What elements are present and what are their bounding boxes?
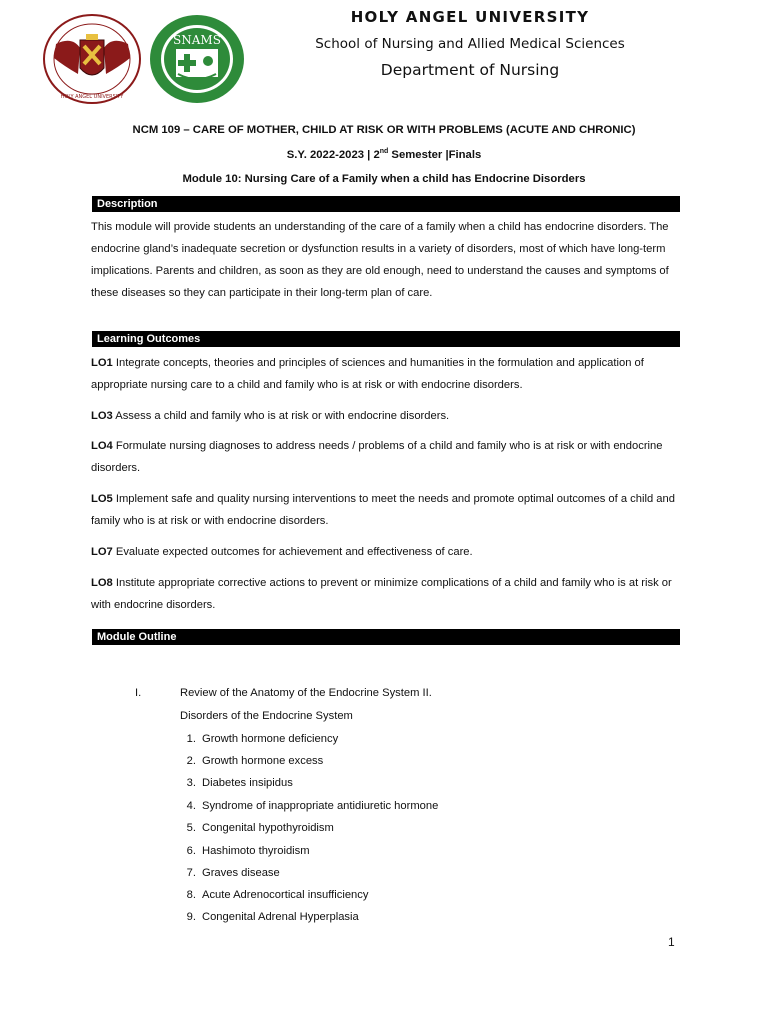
lo-text: Implement safe and quality nursing interventions to meet the needs and promote optimal outcomes of a child and family who is at risk or with endocrine disorders. (91, 493, 675, 527)
outline-line-2: Disorders of the Endocrine System (180, 710, 353, 722)
lo-text: Institute appropriate corrective actions to prevent or minimize complications of a child and family who is at risk or with endocrine disorders. (91, 577, 672, 611)
school-year-suffix: Semester |Finals (388, 148, 482, 161)
lo-code: LO8 (91, 577, 113, 589)
lo-text: Formulate nursing diagnoses to address needs / problems of a child and family who is at risk or with endocrine disorders. (91, 440, 663, 474)
semester-ordinal: nd (379, 148, 389, 155)
outline-line-1: Review of the Anatomy of the Endocrine System II. (180, 687, 432, 699)
learning-outcome-lo3 (91, 405, 691, 427)
learning-outcome-lo5 (91, 488, 691, 532)
hau-seal-logo (42, 14, 142, 104)
lo-text: Integrate concepts, theories and principles of sciences and humanities in the formulation and application of appropriate nursing care to a child and family who is at risk or with endocrine disorders. (91, 357, 644, 391)
svg-text:SNAMS: SNAMS (173, 33, 221, 47)
list-item: Growth hormone excess (202, 755, 324, 767)
page-number: 1 (668, 935, 675, 949)
school-year-line (40, 148, 728, 161)
list-item-number: 5. (186, 822, 196, 834)
list-item: Graves disease (202, 867, 280, 879)
list-item-number: 9. (186, 911, 196, 923)
lo-text: Assess a child and family who is at risk or with endocrine disorders. (112, 410, 450, 422)
list-item-number: 3. (186, 777, 196, 789)
lo-code: LO4 (91, 440, 113, 452)
list-item: Growth hormone deficiency (202, 733, 339, 745)
course-title: NCM 109 – CARE OF MOTHER, CHILD AT RISK OR WITH PROBLEMS (ACUTE AND CHRONIC) (132, 124, 636, 136)
list-item: Hashimoto thyroidism (202, 845, 310, 857)
list-item-number: 2. (186, 755, 196, 767)
lo-code: LO3 (91, 410, 113, 422)
department-name: Department of Nursing (380, 61, 560, 79)
description-heading: Description (92, 196, 680, 212)
list-item-number: 1. (186, 733, 196, 745)
list-item-number: 4. (186, 800, 196, 812)
learning-outcome-lo1 (91, 352, 691, 396)
svg-text:HOLY ANGEL UNIVERSITY: HOLY ANGEL UNIVERSITY (60, 94, 124, 100)
description-text: This module will provide students an understanding of the care of a family when a child has endocrine disorders. The endocrine gland’s inadequate secretion or dysfunction results in a variety of disorders, most of which have long-term implications. Parents and children, as soon as they are old enough, need to understand the causes and symptoms of these diseases so they can participate in their long-term plan of care. (91, 221, 669, 299)
list-item: Diabetes insipidus (202, 777, 293, 789)
university-name: HOLY ANGEL UNIVERSITY (350, 8, 590, 26)
school-year-prefix: S.Y. 2022-2023 | 2 (286, 148, 380, 161)
learning-outcome-lo7 (91, 541, 691, 563)
list-item: Congenital Adrenal Hyperplasia (202, 911, 359, 923)
header-logos (42, 14, 247, 104)
lo-code: LO1 (91, 357, 113, 369)
learning-outcomes-heading: Learning Outcomes (92, 331, 680, 347)
snams-seal-logo (148, 14, 246, 104)
learning-outcome-lo8 (91, 572, 691, 616)
learning-outcome-lo4 (91, 435, 691, 479)
list-item-number: 8. (186, 889, 196, 901)
list-item-number: 7. (186, 867, 196, 879)
module-outline-heading: Module Outline (92, 629, 680, 645)
lo-code: LO7 (91, 546, 113, 558)
list-item: Acute Adrenocortical insufficiency (202, 889, 369, 901)
outline-roman-numeral: I. (135, 687, 142, 699)
lo-code: LO5 (91, 493, 113, 505)
list-item: Syndrome of inappropriate antidiuretic hormone (202, 800, 439, 812)
module-title: Module 10: Nursing Care of a Family when a child has Endocrine Disorders (182, 173, 586, 185)
lo-text: Evaluate expected outcomes for achievement and effectiveness of care. (112, 546, 473, 558)
list-item: Congenital hypothyroidism (202, 822, 334, 834)
list-item-number: 6. (186, 845, 196, 857)
school-name: School of Nursing and Allied Medical Sciences (315, 36, 625, 52)
